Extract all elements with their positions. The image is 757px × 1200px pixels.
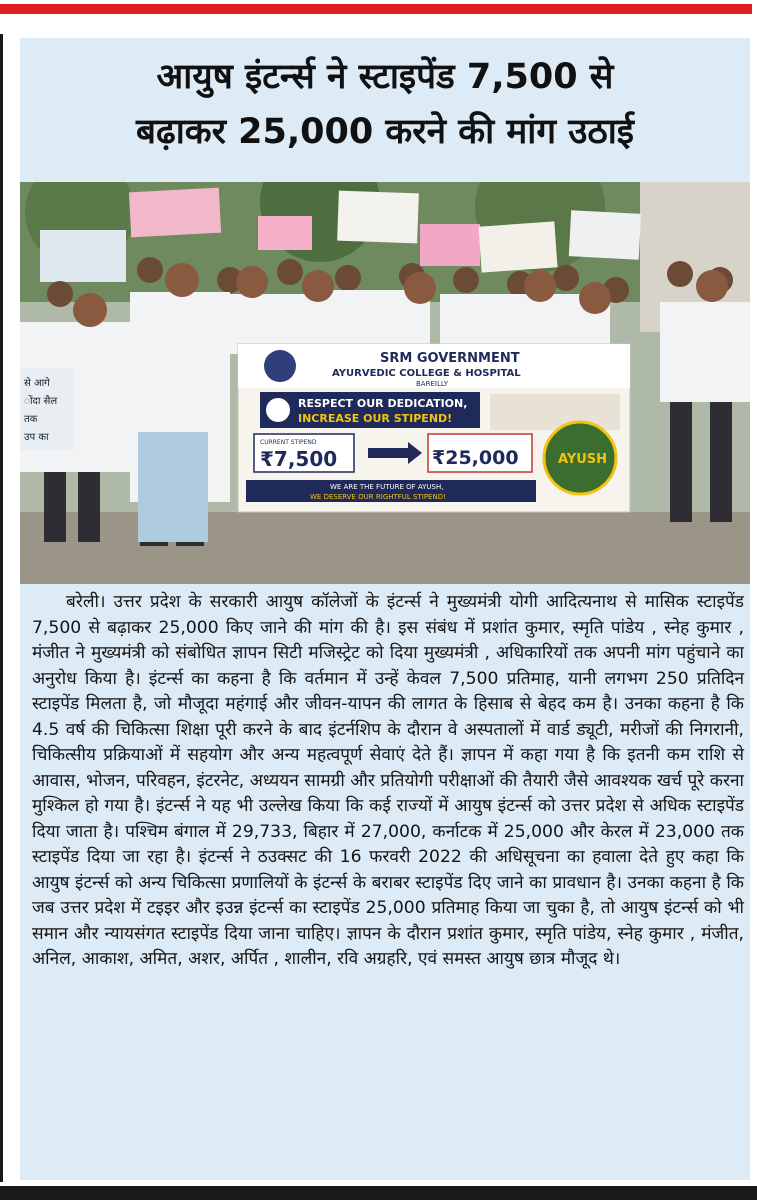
article-body: बरेली। उत्तर प्रदेश के सरकारी आयुष कॉलेजों के इंटर्न्स ने मुख्यमंत्री योगी आदित्यनाथ से मासिक स्टाइपेंड 7,500 से बढ़ाकर 25,000 किए जाने की मांग की है। इस संबंध में प्रशांत कुमार, स्मृति पांडेय , स्नेह कुमार , मंजीत ने मुख्यमंत्री को संबोधित ज्ञापन सिटी मजिस्ट्रेट को दिया मुख्यमंत्री , अधिकारियों तक अपनी मांग पहुंचाने का अनुरोध किया है। इंटर्न्स का कहना है कि वर्तमान में उन्हें केवल 7,500 प्रतिमाह, यानी लगभग 250 प्रतिदिन स्टाइपेंड मिलता है, जो मौजूदा महंगाई और जीवन-यापन की लागत के हिसाब से बेहद कम है। उनका कहना है कि 4.5 वर्ष की चिकित्सा शिक्षा पूरी करने के बाद इंटर्नशिप के दौरान वे अस्पतालों में वार्ड ड्यूटी, मरीजों की निगरानी, चिकित्सीय प्रक्रियाओं में सहयोग और अन्य महत्वपूर्ण सेवाएं देते हैं। ज्ञापन में कहा गया है कि इतनी कम राशि से आवास, भोजन, परिवहन, इंटरनेट, अध्ययन सामग्री और प्रतियोगी परीक्षाओं की तैयारी जैसे आवश्यक खर्च पूरे करना मुश्किल हो गया है। इंटर्न्स ने यह भी उल्लेख किया कि कई राज्यों में आयुष इंटर्न्स को उत्तर प्रदेश से अधिक स्टाइपेंड दिया जाता है। पश्चिम बंगाल में 29,733, बिहार में 27,000, कर्नाटक में 25,000 और केरल में 23,000 तक स्टाइपेंड दिया जा रहा है। इंटर्न्स ने ठउक्सट की 16 फरवरी 2022 की अधिसूचना का हवाला देते हुए कहा कि आयुष इंटर्न्स को अन्य चिकित्सा प्रणालियों के इंटर्न्स के बराबर स्टाइपेंड दिए जाने का प्रावधान है। उनका कहना है कि जब उत्तर प्रदेश में टइइर और इउन्न इंटर्न्स का स्टाइपेंड 25,000 प्रतिमाह किया जा चुका है, तो आयुष इंटर्न्स को भी समान और न्यायसंगत स्टाइपेंड दिया जाना चाहिए। ज्ञापन के दौरान प्रशांत कुमार, स्मृति पांडेय, स्नेह कुमार , मंजीत, अनिल, आकाश, अमित, अशर, अर्पित , शालीन, रवि अग्रहरि, एवं समस्त आयुष छात्र मौजूद थे। xyxy=(32,592,744,969)
headline-line-2: बढ़ाकर 25,000 करने की मांग उठाई xyxy=(136,112,634,152)
protest-photo xyxy=(20,182,750,584)
road xyxy=(20,512,750,584)
current-stipend-amount: ₹7,500 xyxy=(260,447,338,471)
jeans xyxy=(138,432,208,542)
news-clipping xyxy=(20,38,750,1180)
side-placard-line-2: ोंदा सैल xyxy=(24,396,58,407)
hospital-image xyxy=(490,394,620,430)
bottom-black-bar xyxy=(0,1186,757,1200)
banner-footer-line1: WE ARE THE FUTURE OF AYUSH, xyxy=(330,483,444,491)
headline xyxy=(20,50,750,160)
placard-white-2 xyxy=(478,221,557,272)
side-placard-line-4: उप का xyxy=(24,432,49,443)
ayush-badge-text: AYUSH xyxy=(558,452,608,467)
banner-footer-line2: WE DESERVE OUR RIGHTFUL STIPEND! xyxy=(310,493,446,501)
side-placard-line-3: तक xyxy=(24,414,38,425)
placard-white-4 xyxy=(40,230,126,282)
placard-white-3 xyxy=(569,210,641,260)
top-red-rule xyxy=(0,4,752,14)
fist-icon xyxy=(266,398,290,422)
placard-white-1 xyxy=(337,191,419,244)
protest-photo-illustration xyxy=(20,182,750,584)
banner-college-line2: AYURVEDIC COLLEGE & HOSPITAL xyxy=(332,368,521,379)
protest-banner xyxy=(238,344,630,512)
emblem-icon xyxy=(264,350,296,382)
left-column-rule xyxy=(0,34,3,1182)
headline-line-1: आयुष इंटर्न्स ने स्टाइपेंड 7,500 से xyxy=(156,57,614,97)
placard-pink-3 xyxy=(258,216,312,250)
side-placard xyxy=(20,368,74,450)
placard-pink-1 xyxy=(129,188,221,238)
current-stipend-label: CURRENT STIPEND xyxy=(260,439,317,446)
placard-pink-2 xyxy=(420,224,480,266)
banner-slogan-2: INCREASE OUR STIPEND! xyxy=(298,412,453,425)
side-placard-line-1: से आगे xyxy=(24,378,50,389)
banner-college-line1: SRM GOVERNMENT xyxy=(380,351,520,366)
banner-slogan-1: RESPECT OUR DEDICATION, xyxy=(298,397,468,410)
banner-city: BAREILLY xyxy=(416,380,449,388)
demand-stipend-amount: ₹25,000 xyxy=(432,447,519,469)
